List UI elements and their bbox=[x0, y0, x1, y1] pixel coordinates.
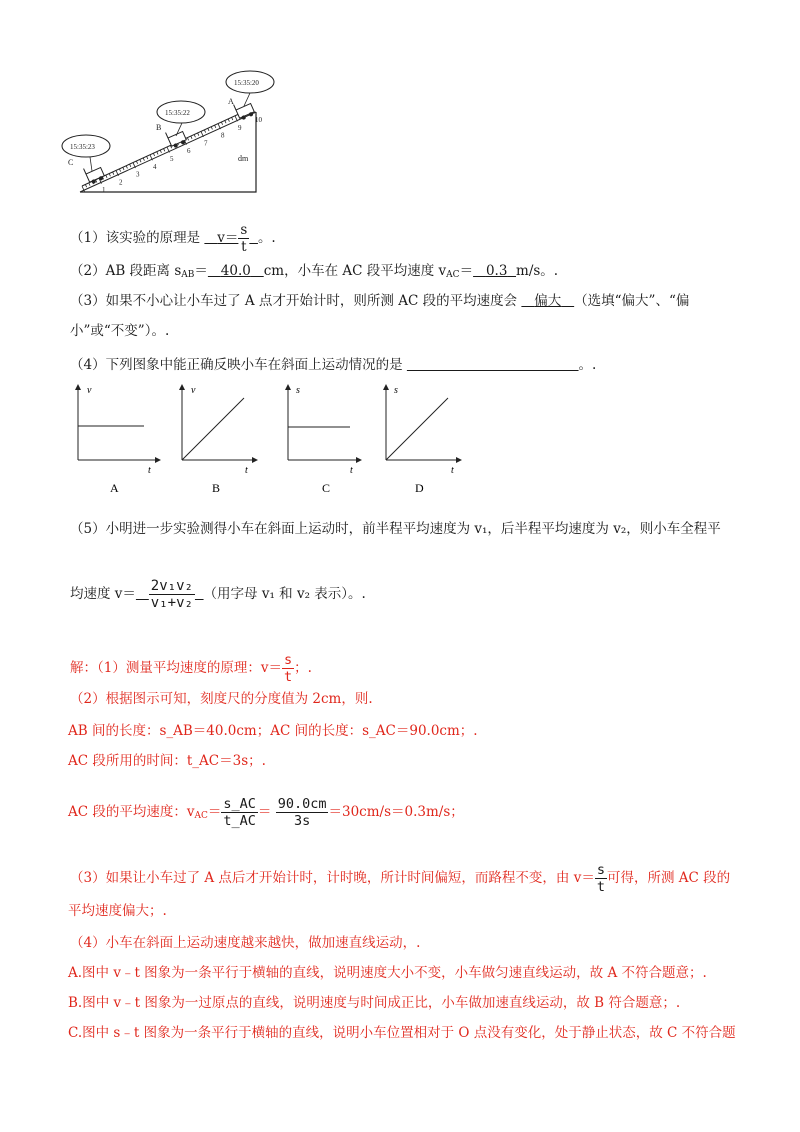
question-3: （3）如果不小心让小车过了 A 点才开始计时，则所测 AC 段的平均速度会 偏大 （选填“偏大”、“偏 bbox=[70, 293, 690, 309]
ruler-tick bbox=[143, 158, 144, 161]
ruler-number: 5 bbox=[170, 155, 174, 163]
ruler-tick bbox=[157, 152, 158, 155]
ruler-tick bbox=[204, 130, 205, 133]
answer-sab: 40.0 bbox=[220, 263, 251, 279]
label-c: C bbox=[68, 158, 74, 167]
ruler-tick bbox=[109, 174, 110, 177]
solution-7: 平均速度偏大；. bbox=[68, 903, 167, 919]
ruler-number: 6 bbox=[187, 147, 191, 156]
question-5-answer: 均速度 v＝ $\frac{\text{2v₁v₂}}{\text{v₁+v₂}}$ （用字母 v₁ 和 v₂ 表示）。. bbox=[70, 578, 366, 611]
svg-text:B: B bbox=[212, 481, 221, 495]
ruler-tick bbox=[147, 156, 148, 159]
ruler-tick bbox=[198, 133, 199, 136]
ruler-tick bbox=[194, 135, 195, 138]
ruler-tick bbox=[130, 164, 131, 167]
svg-text:C: C bbox=[322, 481, 331, 495]
graph-a bbox=[75, 384, 161, 495]
time-c: 15:35:23 bbox=[70, 143, 95, 151]
ruler-tick bbox=[123, 167, 124, 170]
ruler-number: 2 bbox=[119, 178, 123, 187]
svg-text:v: v bbox=[191, 385, 196, 396]
ruler-tick bbox=[232, 117, 233, 120]
ruler-number: 3 bbox=[136, 170, 140, 179]
ruler-tick bbox=[126, 166, 127, 169]
ruler-tick bbox=[211, 127, 212, 130]
ruler-number: 8 bbox=[221, 131, 225, 140]
time-a: 15:35:20 bbox=[234, 79, 259, 87]
solution-2: （2）根据图示可知，刻度尺的分度值为 2cm，则. bbox=[70, 691, 373, 707]
question-3-cont: 小”或“不变”）。. bbox=[70, 323, 170, 339]
svg-text:t: t bbox=[350, 465, 353, 476]
ruler-tick bbox=[187, 138, 188, 141]
solution-9: A.图中 v﹣t 图象为一条平行于横轴的直线，说明速度大小不变，小车做匀速直线运动，故 A 不符合题意；. bbox=[68, 965, 707, 981]
ruler-tick bbox=[228, 119, 229, 122]
svg-text:s: s bbox=[296, 385, 300, 396]
label-a: A bbox=[228, 97, 234, 106]
ruler-unit: dm bbox=[238, 154, 249, 163]
ruler-number: 4 bbox=[153, 162, 157, 171]
svg-text:t: t bbox=[148, 465, 151, 476]
answer-q3: 偏大 bbox=[534, 293, 562, 309]
ruler-tick bbox=[85, 184, 86, 187]
ruler-tick bbox=[225, 120, 226, 123]
ruler-tick bbox=[164, 149, 165, 152]
ruler-tick bbox=[160, 150, 161, 153]
question-1: （1）该实验的原理是 v＝ $\frac{s}{t}$ 。. bbox=[70, 222, 276, 255]
ruler-tick bbox=[96, 180, 97, 183]
ruler-tick bbox=[113, 172, 114, 175]
svg-text:s: s bbox=[394, 385, 398, 396]
solution-10: B.图中 v﹣t 图象为一过原点的直线，说明速度与时间成正比，小车做加速直线运动，故 B 符合题意；. bbox=[68, 995, 681, 1011]
ruler-tick bbox=[215, 125, 216, 128]
svg-text:t: t bbox=[451, 465, 454, 476]
ruler-tick bbox=[191, 136, 192, 139]
cart-b bbox=[166, 126, 188, 149]
question-4: （4）下列图象中能正确反映小车在斜面上运动情况的是 。. bbox=[70, 357, 597, 373]
ruler-tick bbox=[208, 128, 209, 131]
ruler-tick bbox=[140, 159, 141, 162]
ruler-number: 7 bbox=[204, 139, 208, 148]
ruler-tick bbox=[106, 175, 107, 178]
ruler-number: 1 bbox=[102, 186, 106, 195]
time-b: 15:35:22 bbox=[165, 109, 190, 117]
ruler-tick bbox=[89, 183, 90, 186]
solution-6: （3）如果让小车过了 A 点后才开始计时，计时晚，所计时间偏短，而路程不变，由 v＝ $\frac{s}{t}$ 可得，所测 AC 段的 bbox=[70, 862, 731, 895]
graph-b bbox=[179, 384, 258, 495]
graph-c bbox=[285, 384, 362, 495]
question-5: （5）小明进一步实验测得小车在斜面上运动时，前半程平均速度为 v₁，后半程平均速度为 v₂，则小车全程平 bbox=[70, 521, 721, 537]
svg-text:D: D bbox=[415, 481, 424, 495]
svg-text:t: t bbox=[245, 465, 248, 476]
svg-text:v: v bbox=[87, 385, 92, 396]
answer-vac: 0.3 bbox=[485, 263, 508, 279]
ruler-number: 10 bbox=[255, 116, 262, 124]
solution-3: AB 间的长度：s_AB＝40.0cm；AC 间的长度：s_AC＝90.0cm；. bbox=[68, 723, 478, 739]
svg-text:A: A bbox=[110, 481, 119, 495]
solution-5: AC 段的平均速度：$v_{AC}=$ $\frac{s\_AC}{t\_AC}$ ＝ $\frac{90.0cm}{3s}$ ＝30cm/s＝0.3m/s； bbox=[68, 796, 464, 829]
ruler-tick bbox=[119, 169, 120, 172]
solution-8: （4）小车在斜面上运动速度越来越快，做加速直线运动，. bbox=[70, 935, 421, 951]
label-b: B bbox=[156, 123, 162, 132]
ruler-tick bbox=[153, 153, 154, 156]
question-2: （2）AB 段距离 $s_{AB}=$ 40.0 cm，小车在 AC 段平均速度 $v_{AC}=$ 0.3 m/s。. bbox=[70, 263, 559, 280]
incline-figure bbox=[60, 68, 300, 198]
graph-d bbox=[383, 384, 462, 495]
ruler-number: 9 bbox=[238, 123, 242, 132]
solution-1: 解：（1）测量平均速度的原理：v＝ $\frac{s}{t}$ ；. bbox=[70, 652, 312, 685]
solution-4: AC 段所用的时间：t_AC＝3s；. bbox=[68, 753, 266, 769]
ruler-tick bbox=[221, 122, 222, 125]
ruler-tick bbox=[136, 161, 137, 164]
motion-graphs bbox=[60, 380, 480, 500]
cart-a bbox=[234, 98, 256, 121]
solution-11: C.图中 s﹣t 图象为一条平行于横轴的直线，说明小车位置相对于 O 点没有变化，处于静止状态，故 C 不符合题 bbox=[68, 1025, 736, 1041]
